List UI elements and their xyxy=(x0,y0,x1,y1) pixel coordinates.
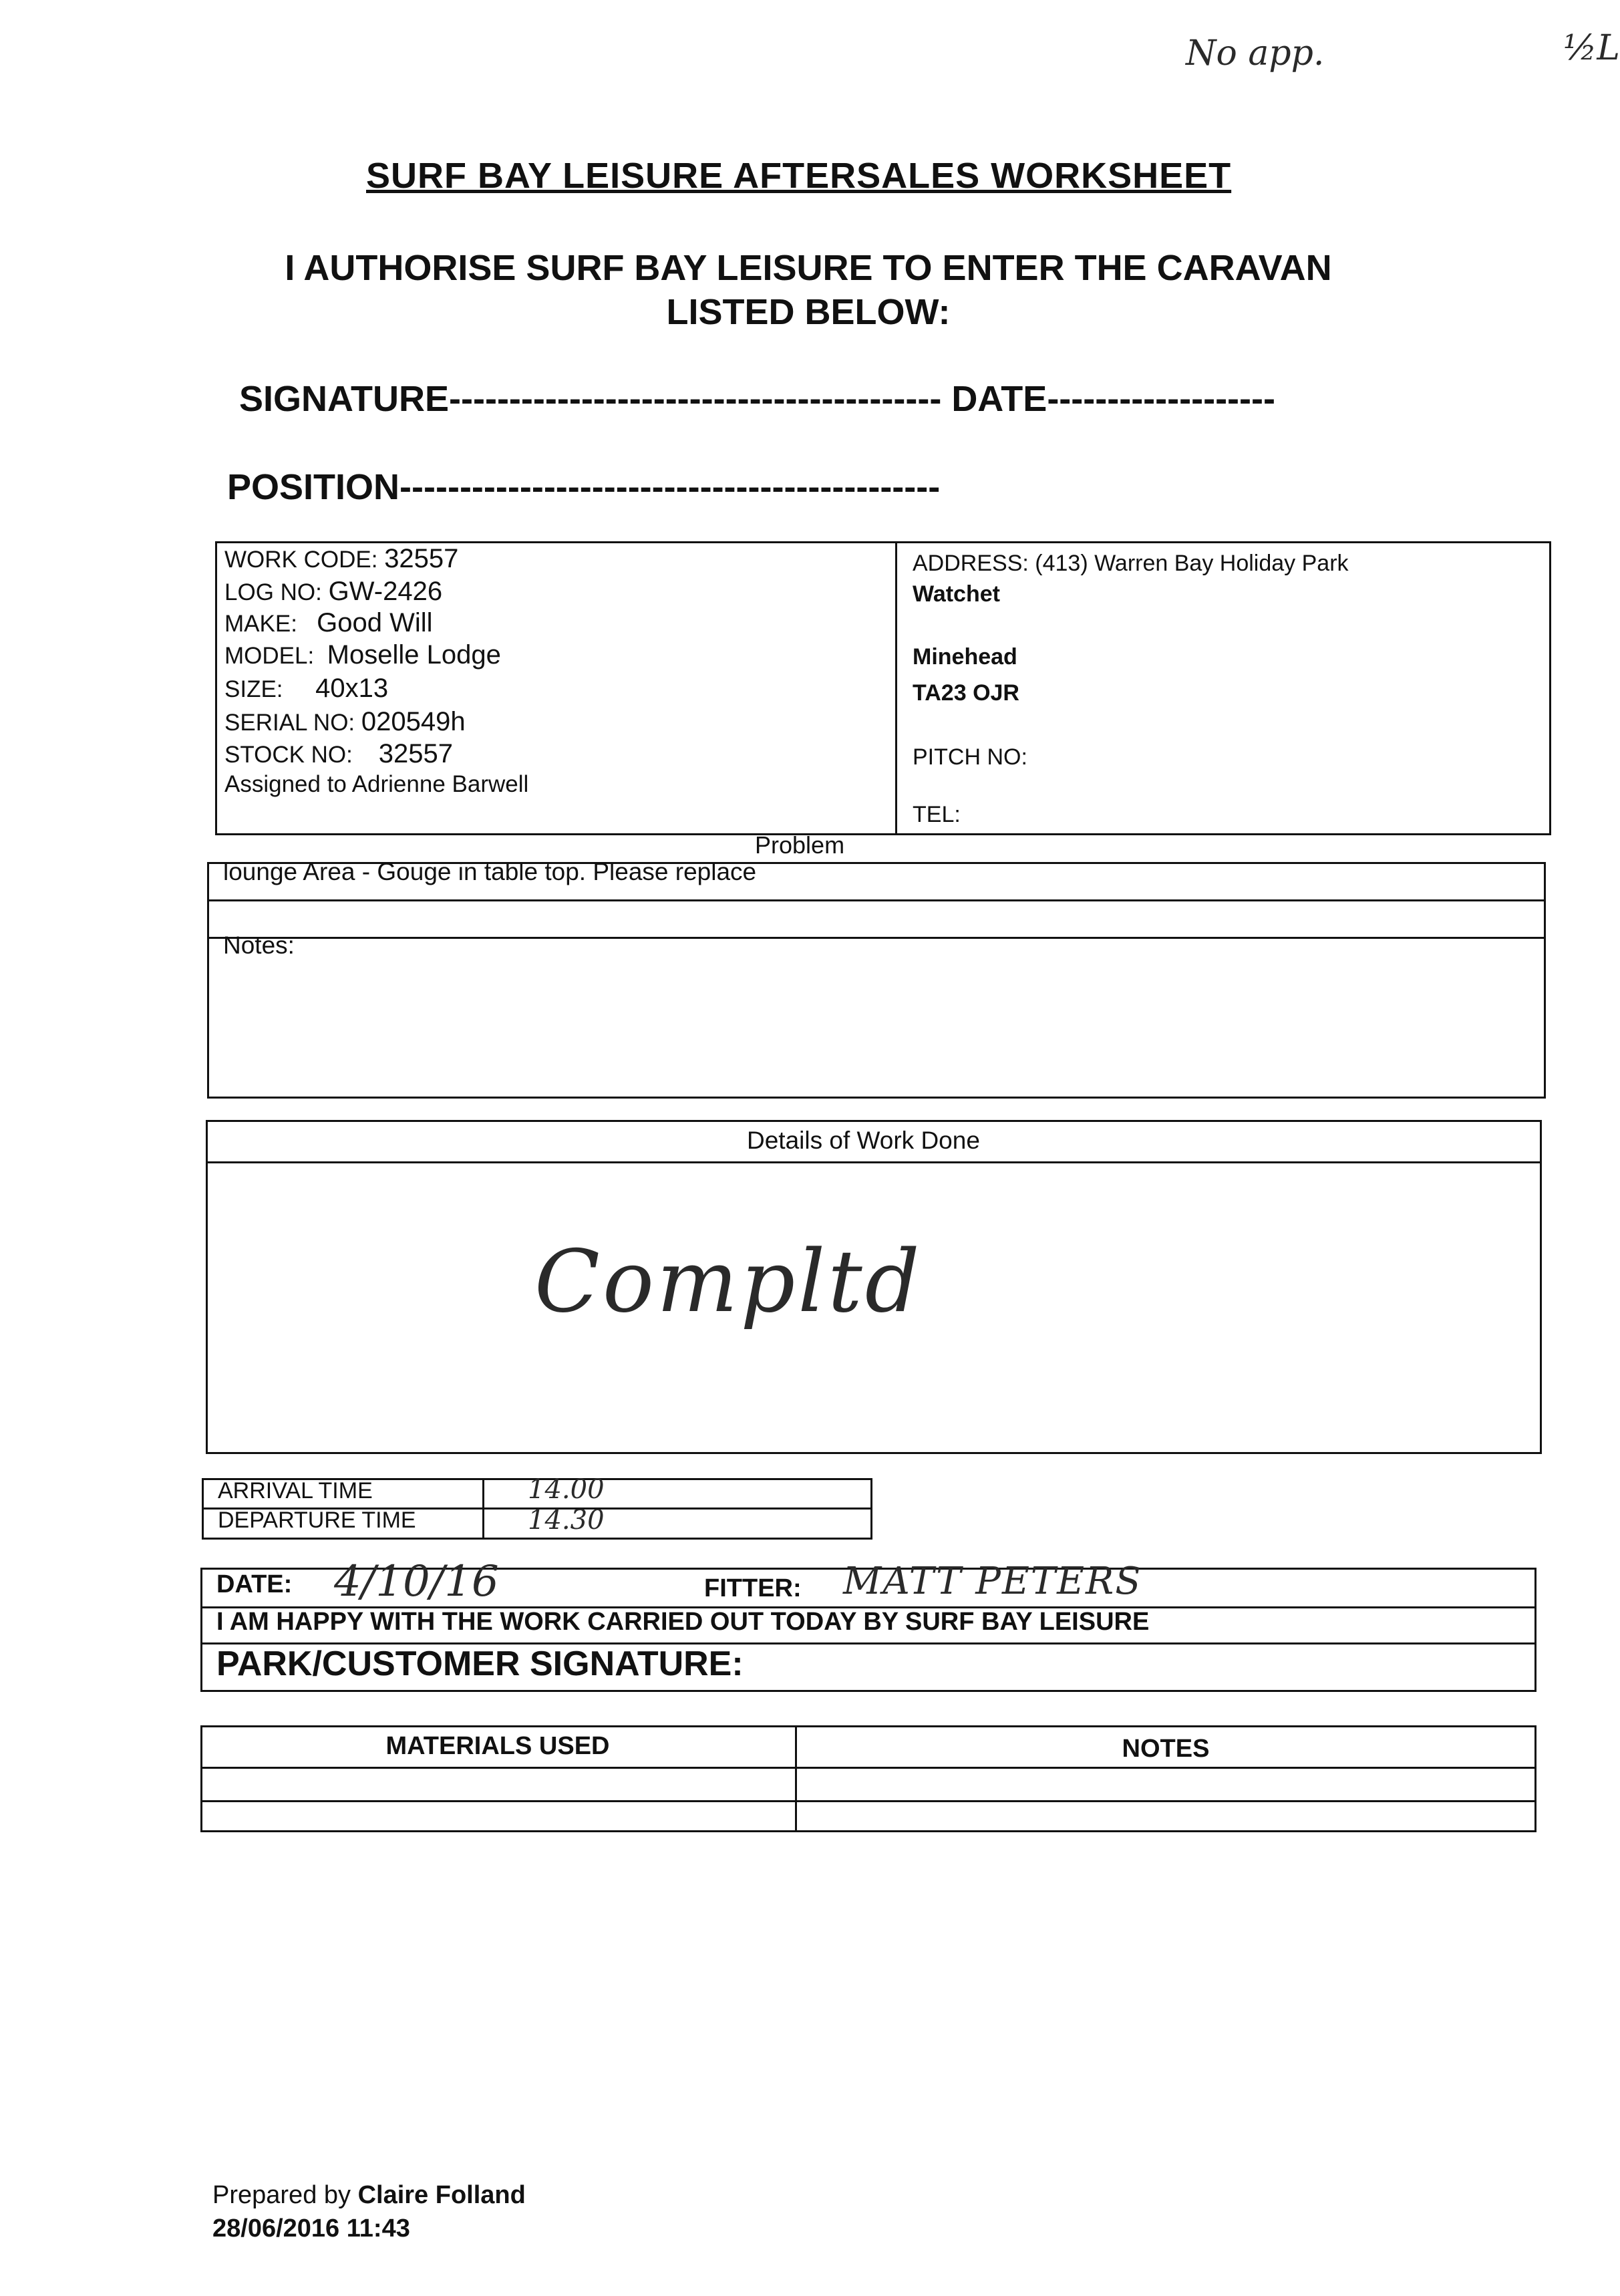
log-no-field: LOG NO: GW-2426 xyxy=(224,577,443,606)
materials-row-divider-2 xyxy=(202,1800,1535,1802)
make-field: MAKE: Good Will xyxy=(224,608,433,637)
notes-label: Notes: xyxy=(223,931,295,959)
address-line-2: Watchet xyxy=(913,581,1000,607)
authorisation-line-1: I AUTHORISE SURF BAY LEISURE TO ENTER THE CARAVAN xyxy=(285,248,1332,288)
signature-label: SIGNATURE xyxy=(239,379,450,419)
problem-box xyxy=(207,862,1546,1099)
work-code-value: 32557 xyxy=(384,544,459,573)
worksheet-title: SURF BAY LEISURE AFTERSALES WORKSHEET xyxy=(366,156,1232,196)
prepared-timestamp: 28/06/2016 11:43 xyxy=(212,2214,410,2243)
arrival-time-label: ARRIVAL TIME xyxy=(218,1478,373,1503)
tel-label: TEL: xyxy=(913,802,961,827)
problem-row-divider-2 xyxy=(208,937,1545,939)
address-postcode: TA23 OJR xyxy=(913,680,1019,706)
authorisation-statement xyxy=(254,246,1363,334)
stock-no-field: STOCK NO: 32557 xyxy=(224,739,454,768)
position-label: POSITION xyxy=(227,467,400,507)
fitter-label: FITTER: xyxy=(704,1574,802,1602)
departure-time-value: 14.30 xyxy=(528,1505,605,1536)
date-label: DATE xyxy=(951,379,1047,419)
assigned-to: Assigned to Adrienne Barwell xyxy=(224,771,529,797)
problem-header: Problem xyxy=(755,831,845,859)
handwritten-corner-note: ½L xyxy=(1563,28,1620,68)
stock-no-value: 32557 xyxy=(378,739,454,768)
position-line[interactable] xyxy=(227,466,940,508)
model-field: MODEL: Moselle Lodge xyxy=(224,640,501,670)
fitter-value: MATT PETERS xyxy=(843,1560,1142,1603)
address-line-3: Minehead xyxy=(913,644,1017,670)
authorisation-line-2: LISTED BELOW: xyxy=(666,292,951,332)
materials-row-divider-1 xyxy=(202,1767,1535,1769)
work-done-handwritten: Compltd xyxy=(534,1232,923,1332)
problem-row-divider-1 xyxy=(208,899,1545,901)
signature-dashes: ----------------------------------------- xyxy=(449,379,942,419)
signature-line[interactable] xyxy=(239,378,1275,420)
serial-no-field: SERIAL NO: 020549h xyxy=(224,707,466,736)
work-done-header: Details of Work Done xyxy=(747,1127,980,1154)
materials-notes-header: NOTES xyxy=(1122,1735,1210,1763)
signoff-date-label: DATE: xyxy=(216,1570,293,1598)
prepared-by-name: Claire Folland xyxy=(357,2181,526,2209)
times-column-divider xyxy=(482,1479,484,1538)
prepared-by: Prepared by Claire Folland xyxy=(212,2181,526,2209)
size-value: 40x13 xyxy=(315,674,389,703)
address-line-1: ADDRESS: (413) Warren Bay Holiday Park xyxy=(913,551,1349,576)
work-done-header-divider xyxy=(207,1161,1541,1163)
pitch-no-label: PITCH NO: xyxy=(913,744,1027,770)
arrival-time-value: 14.00 xyxy=(528,1474,605,1505)
position-dashes: --------------------------------------------- xyxy=(399,467,941,507)
size-field: SIZE: 40x13 xyxy=(224,674,389,703)
departure-time-label: DEPARTURE TIME xyxy=(218,1508,416,1533)
happy-statement: I AM HAPPY WITH THE WORK CARRIED OUT TODAY BY SURF BAY LEISURE xyxy=(216,1608,1150,1636)
handwritten-note-no-app: No app. xyxy=(1186,33,1325,74)
model-value: Moselle Lodge xyxy=(327,640,501,670)
log-no-value: GW-2426 xyxy=(328,577,443,606)
vehicle-address-divider xyxy=(895,543,897,834)
customer-signature-label[interactable]: PARK/CUSTOMER SIGNATURE: xyxy=(216,1644,744,1683)
work-code-field: WORK CODE: 32557 xyxy=(224,544,459,573)
serial-no-value: 020549h xyxy=(361,707,466,736)
materials-used-header: MATERIALS USED xyxy=(385,1732,610,1760)
date-dashes: ------------------- xyxy=(1047,379,1275,419)
make-value: Good Will xyxy=(317,608,433,637)
signoff-date-value: 4/10/16 xyxy=(334,1557,499,1606)
problem-description: lounge Area - Gouge in table top. Please replace xyxy=(223,858,757,885)
